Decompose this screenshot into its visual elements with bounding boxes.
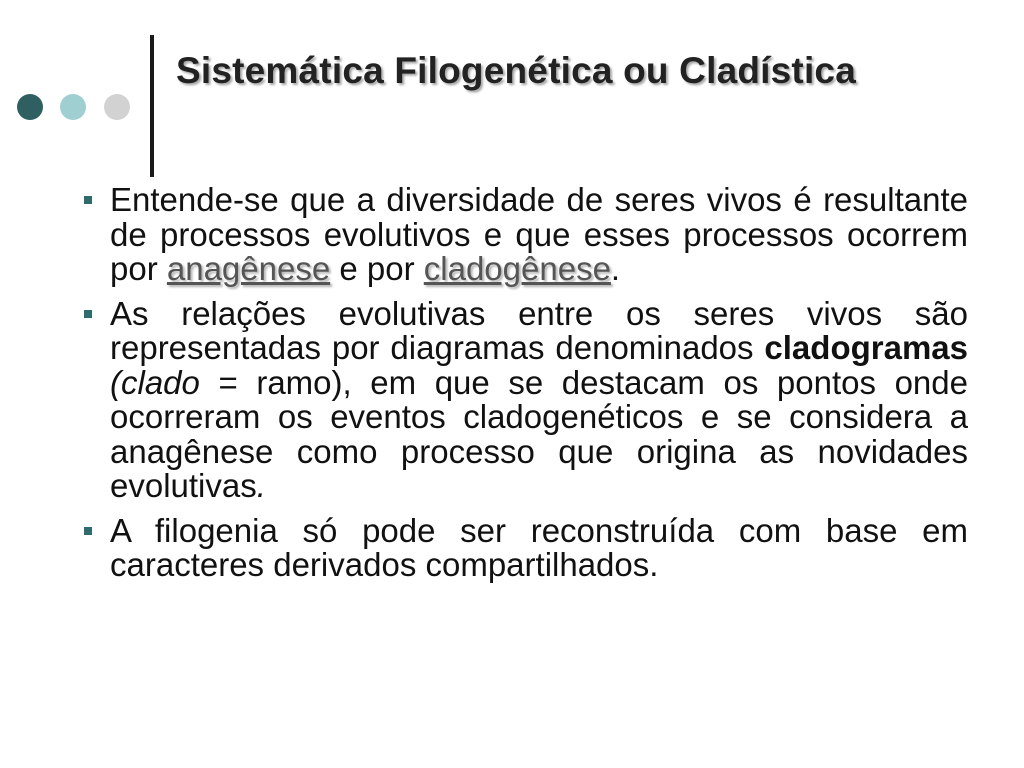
decorative-dot-gray — [104, 94, 130, 120]
clado-term: (clado — [110, 363, 200, 401]
title-divider — [150, 35, 154, 177]
bullet-2-text: As relações evolutivas entre os seres vivos são representadas por diagramas denominados — [110, 294, 968, 366]
decorative-dot-light — [60, 94, 86, 120]
bullet-1-text: Entende-se que a diversidade de seres vivos é resultante de processos evolutivos e que esses processos ocorrem por — [110, 181, 968, 287]
bullet-marker-icon — [84, 196, 92, 204]
slide-title: Sistemática Filogenética ou Cladística — [176, 50, 856, 91]
bullet-1-end: . — [610, 250, 621, 287]
bullet-3-text: A filogenia só pode ser reconstruída com base em caracteres derivados compartilhados. — [110, 511, 968, 583]
anagenese-link[interactable]: anagênese — [166, 250, 331, 287]
bullet-2-end: . — [256, 467, 266, 504]
decorative-dot-dark — [17, 94, 43, 120]
bullet-item-2 — [110, 294, 968, 504]
bullet-item-1 — [110, 183, 968, 287]
bullet-item-3 — [110, 511, 968, 583]
cladogramas-term: cladogramas — [764, 329, 968, 366]
bullet-1-middle: e por — [330, 250, 424, 287]
cladogenese-link[interactable]: cladogênese — [423, 250, 611, 287]
bullet-marker-icon — [84, 310, 92, 318]
bullet-marker-icon — [84, 527, 92, 535]
bullet-2-middle: = ramo), em que se destacam os pontos onde ocorreram os eventos cladogenéticos e se considera a anagênese como processo que origina as novidades evolutivas — [110, 363, 968, 504]
bullet-list — [110, 183, 968, 593]
